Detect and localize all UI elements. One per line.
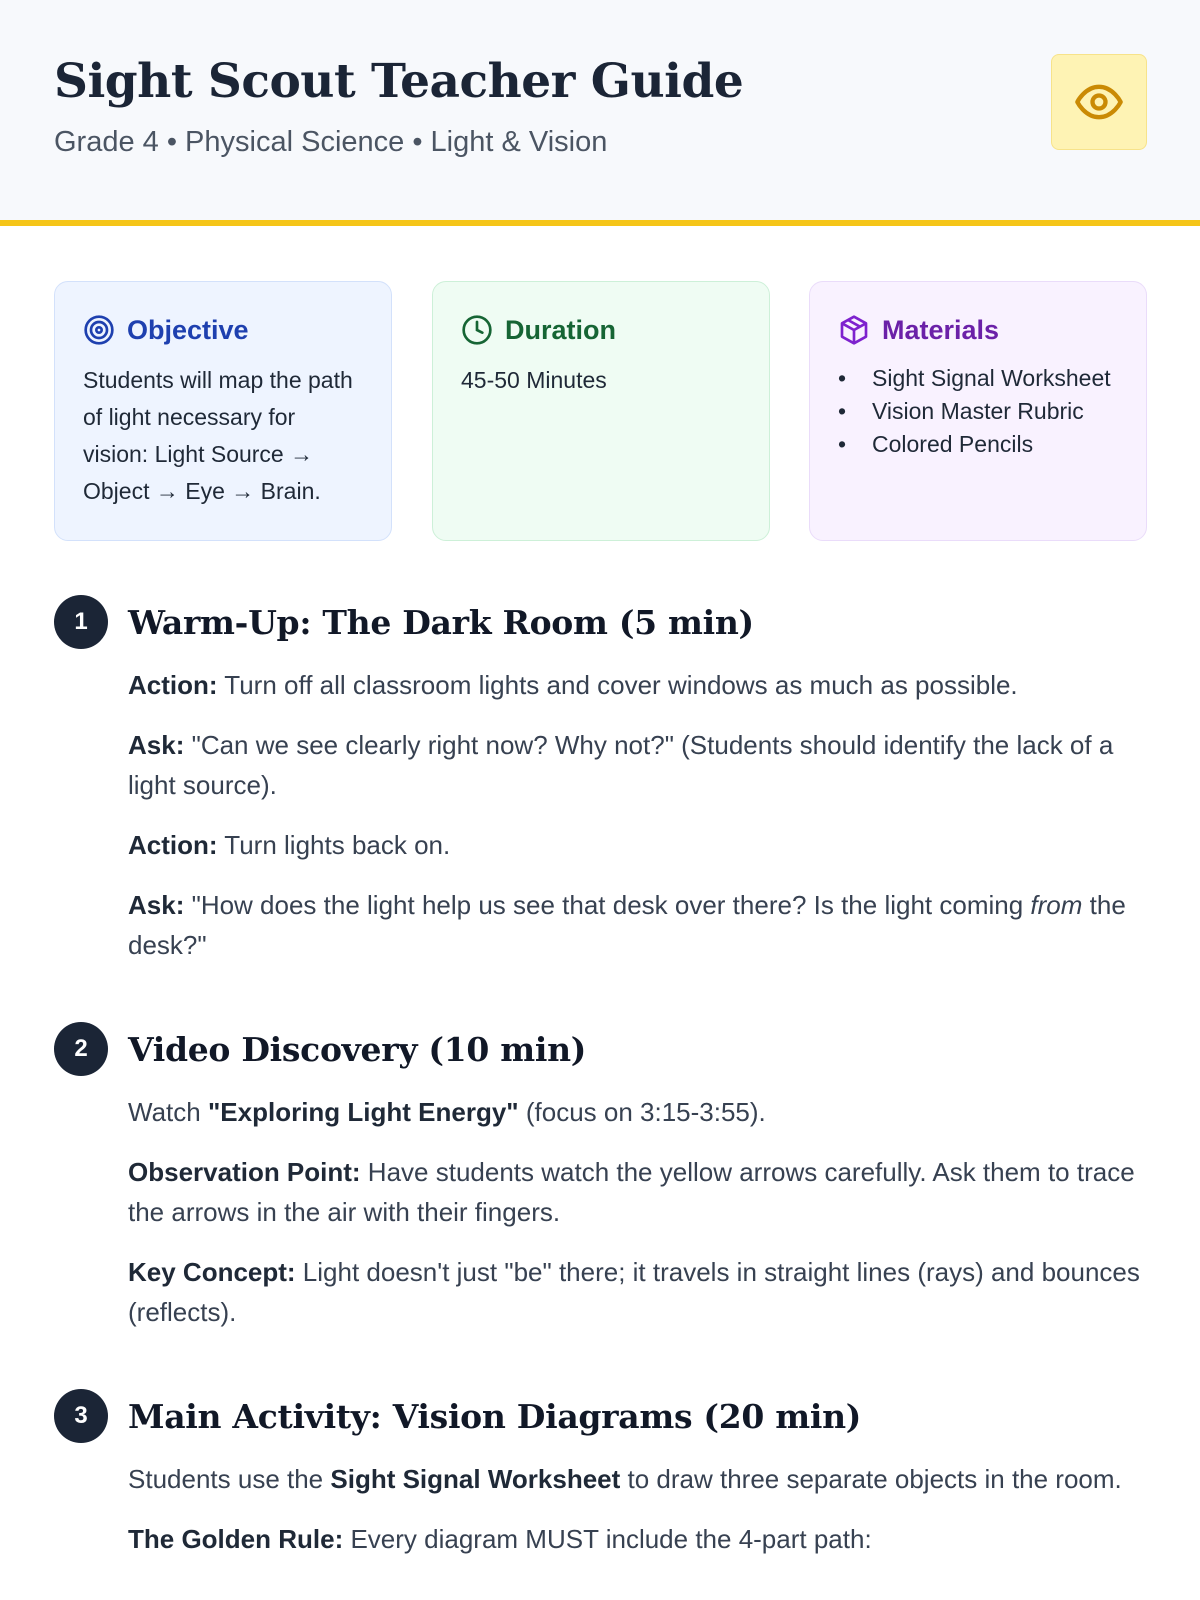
step-paragraph: Ask: "How does the light help us see that desk over there? Is the light coming from the desk?" (128, 890, 1126, 960)
step-2-section (54, 1022, 1154, 1352)
objective-title: Objective (127, 314, 249, 345)
eye-icon (1073, 76, 1125, 128)
step-3-section (54, 1389, 1154, 1579)
step-number: 2 (54, 1022, 108, 1076)
page-title: Sight Scout Teacher Guide (54, 54, 744, 109)
step-paragraph: Students use the Sight Signal Worksheet to draw three separate objects in the room. (128, 1464, 1122, 1494)
list-item: • Colored Pencils (838, 431, 1034, 457)
step-paragraph: Action: Turn off all classroom lights and cover windows as much as possible. (128, 670, 1018, 700)
step-number: 1 (54, 595, 108, 649)
step-paragraph: Key Concept: Light doesn't just "be" there; it travels in straight lines (rays) and bounces (reflects). (128, 1257, 1140, 1327)
list-item: • Sight Signal Worksheet (838, 365, 1111, 391)
duration-card (432, 281, 770, 541)
materials-card (809, 281, 1147, 541)
box-icon (838, 314, 870, 346)
materials-list (838, 362, 1118, 461)
duration-text: 45-50 Minutes (461, 367, 607, 393)
objective-card (54, 281, 392, 541)
step-paragraph: Observation Point: Have students watch the yellow arrows carefully. Ask them to trace the arrows in the air with their fingers. (128, 1157, 1135, 1227)
step-title: Video Discovery (10 min) (128, 1029, 587, 1069)
objective-text: Students will map the path of light necessary for vision: Light Source → Object → Eye → Brain. (83, 367, 353, 504)
duration-title: Duration (505, 314, 616, 345)
page-header (0, 0, 1200, 226)
step-title: Main Activity: Vision Diagrams (20 min) (128, 1396, 862, 1436)
clock-icon (461, 314, 493, 346)
step-title: Warm-Up: The Dark Room (5 min) (128, 602, 754, 642)
step-paragraph: Watch "Exploring Light Energy" (focus on 3:15-3:55). (128, 1097, 766, 1127)
step-paragraph: Ask: "Can we see clearly right now? Why not?" (Students should identify the lack of a light source). (128, 730, 1114, 800)
step-paragraph: The Golden Rule: Every diagram MUST include the 4-part path: (128, 1524, 872, 1554)
materials-title: Materials (882, 314, 1000, 345)
page-subtitle: Grade 4 • Physical Science • Light & Vision (54, 126, 608, 158)
eye-badge (1051, 54, 1147, 150)
target-icon (83, 314, 115, 346)
step-1-section (54, 595, 1154, 985)
step-number: 3 (54, 1389, 108, 1443)
step-paragraph: Action: Turn lights back on. (128, 830, 451, 860)
list-item: • Vision Master Rubric (838, 398, 1084, 424)
